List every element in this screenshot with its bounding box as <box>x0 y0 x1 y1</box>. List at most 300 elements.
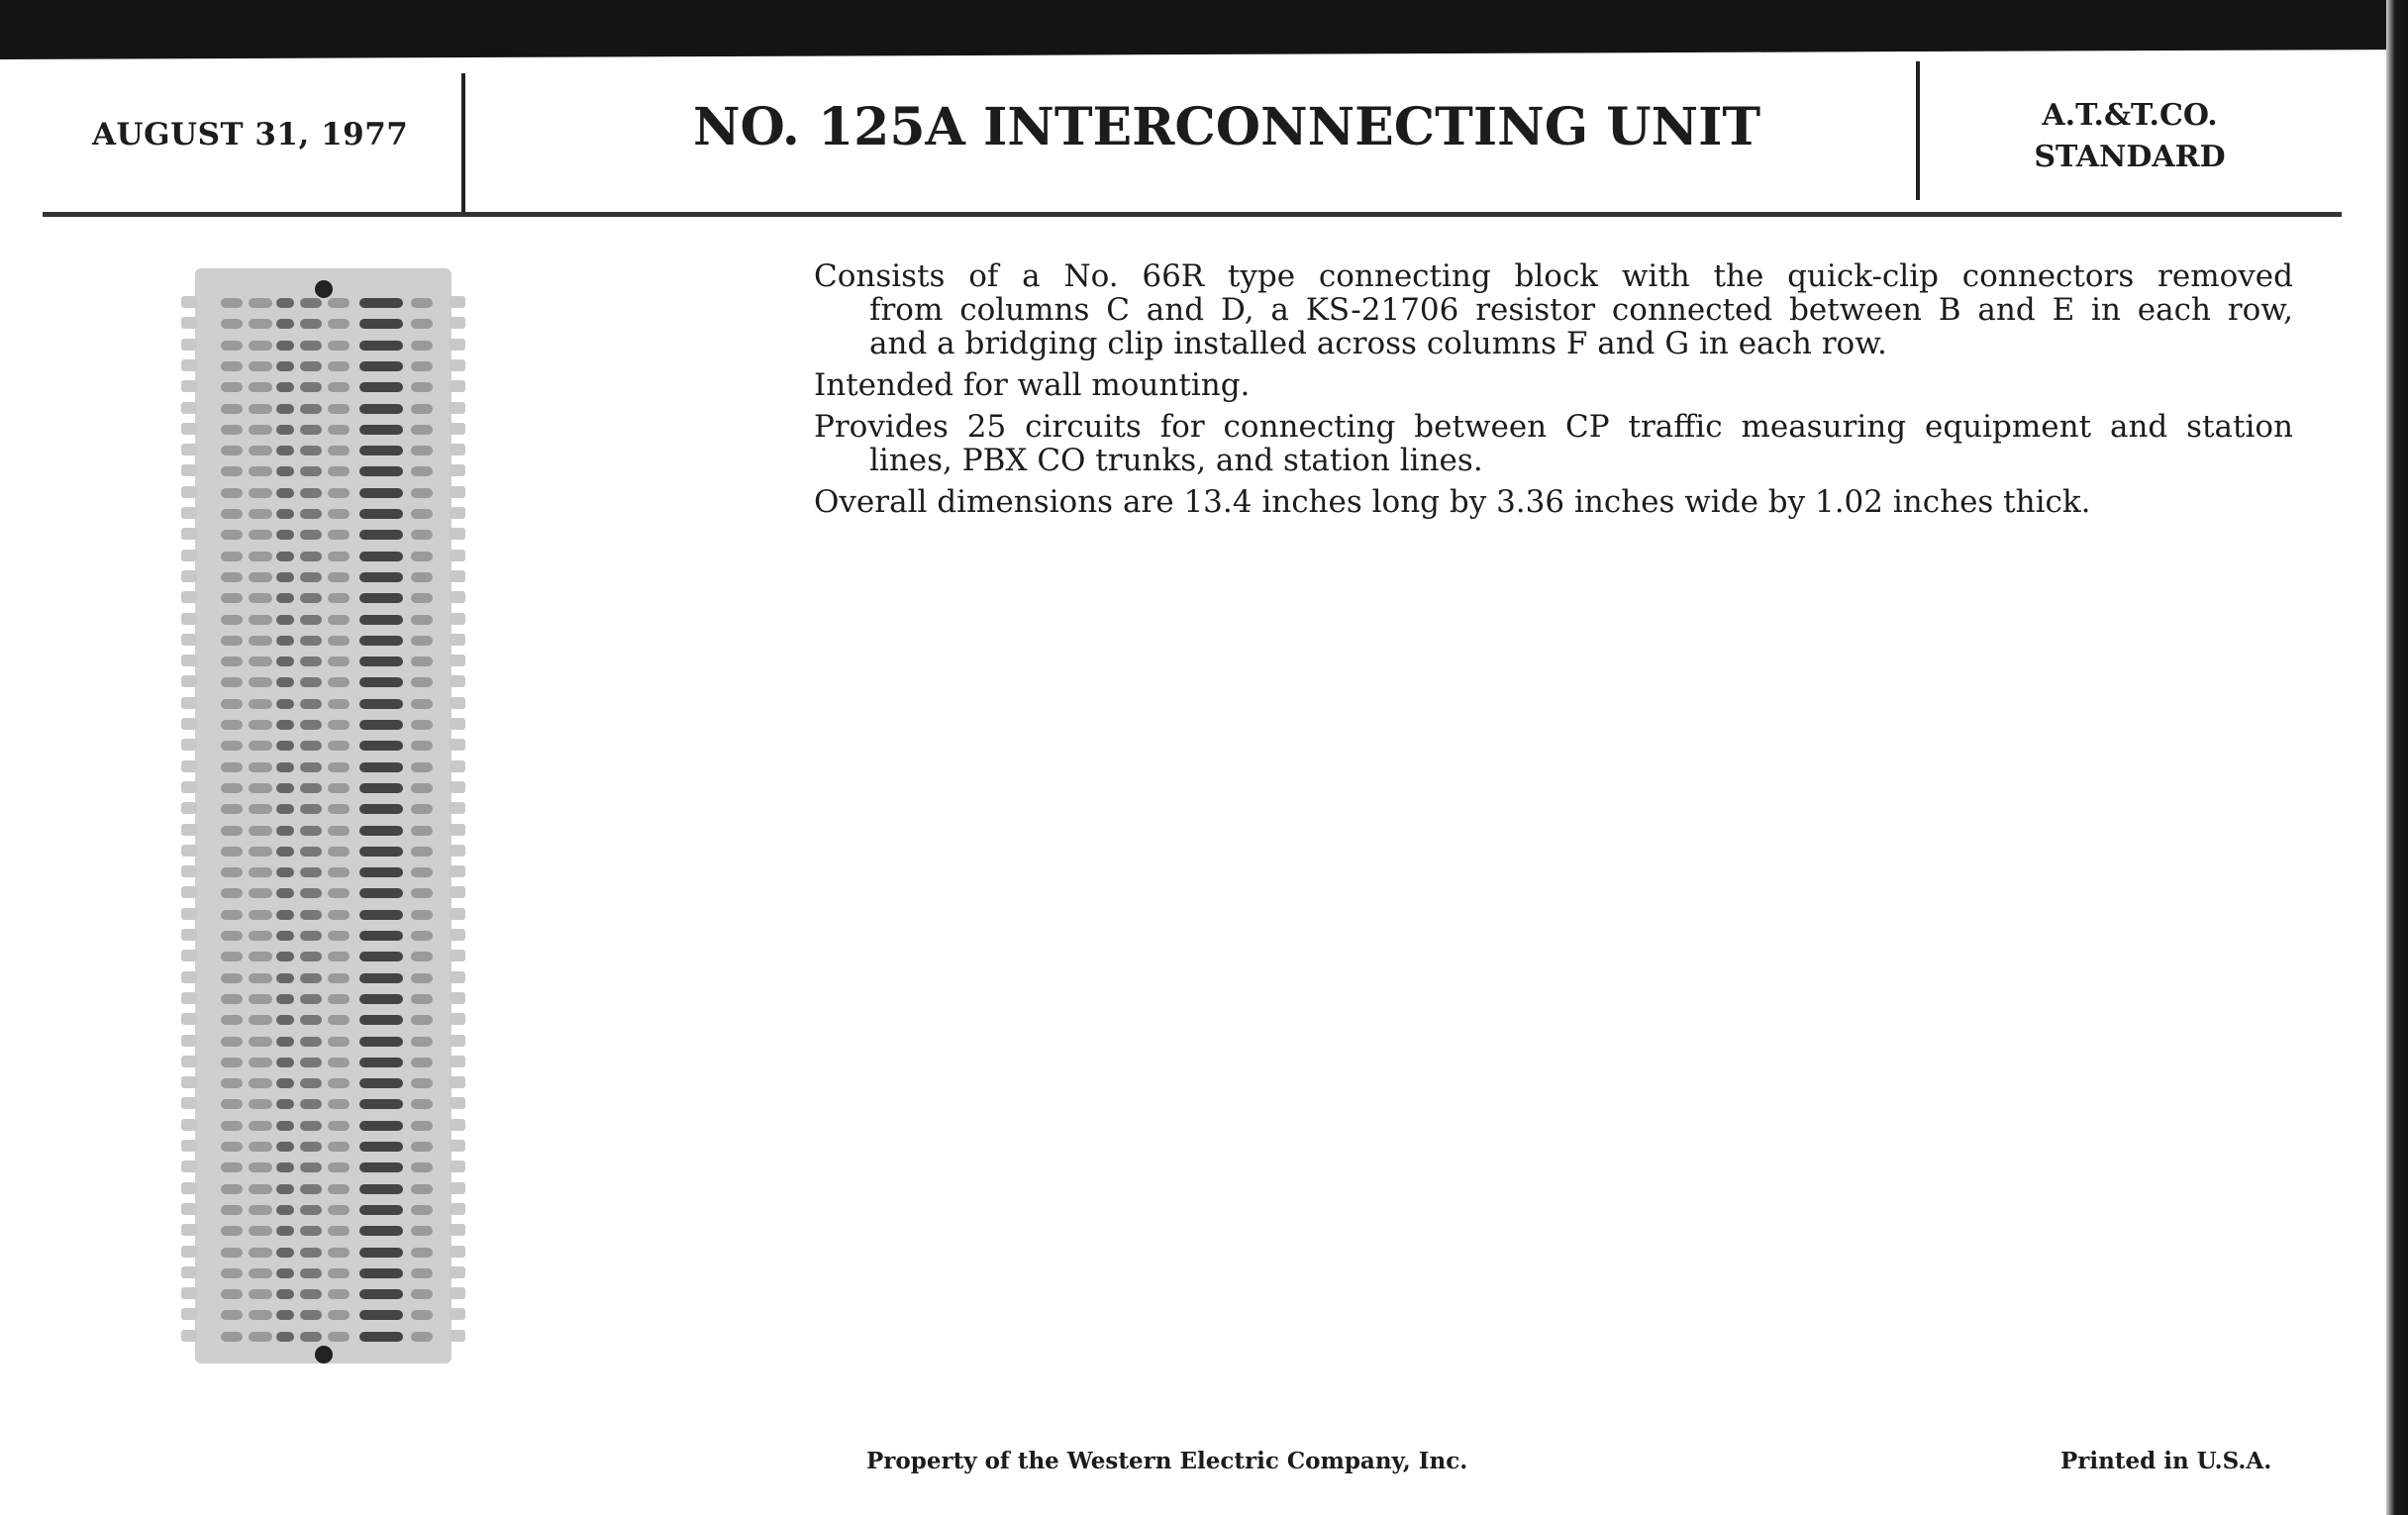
clip-segment <box>328 509 350 519</box>
clip-segment <box>411 1121 433 1131</box>
block-tooth <box>450 1140 465 1152</box>
clip-segment <box>221 319 243 329</box>
clip-segment <box>249 741 272 751</box>
header-rule <box>43 212 2342 217</box>
clip-segment <box>411 1310 433 1320</box>
clip-segment <box>328 741 350 751</box>
clip-segment <box>411 488 433 498</box>
clip-segment <box>249 382 272 392</box>
clip-segment <box>411 636 433 646</box>
clip-segment <box>249 1226 272 1236</box>
clip-segment <box>221 509 243 519</box>
standard-line-2: STANDARD <box>2034 140 2226 174</box>
clip-segment <box>359 1121 403 1131</box>
description-line: Consists of a No. 66R type connecting block with the quick-clip connectors removed <box>814 258 2293 294</box>
block-tooth <box>450 760 465 772</box>
clip-segment <box>221 1184 243 1194</box>
clip-segment <box>249 530 272 540</box>
clip-segment <box>276 699 294 709</box>
clip-segment <box>300 1142 322 1152</box>
clip-segment <box>249 847 272 857</box>
clip-segment <box>249 615 272 625</box>
clip-segment <box>328 762 350 772</box>
block-tooth <box>450 570 465 582</box>
block-tooth <box>450 1056 465 1067</box>
clip-segment <box>411 994 433 1004</box>
block-tooth <box>450 739 465 751</box>
block-tooth <box>450 1097 465 1109</box>
clip-segment <box>249 1142 272 1152</box>
block-tooth <box>450 971 465 983</box>
clip-segment <box>359 1162 403 1172</box>
clip-segment <box>276 298 294 308</box>
clip-segment <box>249 826 272 836</box>
block-tooth <box>181 824 197 836</box>
clip-segment <box>359 1142 403 1152</box>
clip-segment <box>359 931 403 941</box>
clip-segment <box>249 319 272 329</box>
block-tooth <box>181 655 197 666</box>
block-tooth <box>450 697 465 709</box>
clip-segment <box>276 1162 294 1172</box>
block-tooth <box>181 865 197 877</box>
description-text <box>814 259 2293 527</box>
clip-segment <box>359 994 403 1004</box>
clip-segment <box>411 826 433 836</box>
clip-segment <box>359 615 403 625</box>
clip-segment <box>276 446 294 455</box>
clip-segment <box>276 341 294 351</box>
clip-segment <box>300 1058 322 1067</box>
clip-segment <box>221 973 243 983</box>
clip-segment <box>276 1078 294 1088</box>
clip-segment <box>328 910 350 920</box>
clip-segment <box>221 446 243 455</box>
clip-segment <box>411 867 433 877</box>
clip-segment <box>276 804 294 814</box>
block-tooth <box>450 655 465 666</box>
clip-segment <box>249 1289 272 1299</box>
clip-segment <box>328 1289 350 1299</box>
clip-segment <box>328 1015 350 1025</box>
clip-segment <box>411 1184 433 1194</box>
clip-segment <box>328 1310 350 1320</box>
block-tooth <box>181 950 197 961</box>
clip-segment <box>300 1289 322 1299</box>
clip-segment <box>411 1205 433 1215</box>
clip-segment <box>328 382 350 392</box>
clip-segment <box>249 677 272 687</box>
scan-border-right <box>2386 0 2408 1515</box>
block-tooth <box>450 1203 465 1215</box>
block-tooth <box>181 697 197 709</box>
clip-segment <box>411 720 433 730</box>
clip-segment <box>249 1121 272 1131</box>
block-tooth <box>181 739 197 751</box>
connecting-block-photo <box>181 268 465 1364</box>
block-tooth <box>450 1246 465 1258</box>
clip-segment <box>328 615 350 625</box>
clip-segment <box>221 298 243 308</box>
clip-segment <box>359 552 403 561</box>
clip-segment <box>359 867 403 877</box>
clip-segment <box>411 1142 433 1152</box>
clip-segment <box>276 1332 294 1342</box>
clip-segment <box>300 404 322 414</box>
description-line: lines, PBX CO trunks, and station lines. <box>869 443 1483 478</box>
clip-segment <box>328 593 350 603</box>
block-tooth <box>450 781 465 793</box>
description-paragraph <box>814 259 2293 360</box>
clip-segment <box>359 1205 403 1215</box>
block-tooth <box>450 1076 465 1088</box>
clip-segment <box>221 530 243 540</box>
clip-segment <box>249 1099 272 1109</box>
description-line: Intended for wall mounting. <box>814 367 1251 403</box>
clip-segment <box>328 1037 350 1047</box>
clip-segment <box>359 425 403 435</box>
clip-segment <box>221 1099 243 1109</box>
clip-segment <box>300 1205 322 1215</box>
block-tooth <box>450 359 465 371</box>
clip-segment <box>328 656 350 666</box>
clip-segment <box>249 1058 272 1067</box>
clip-segment <box>411 361 433 371</box>
clip-segment <box>221 615 243 625</box>
clip-segment <box>359 1226 403 1236</box>
clip-segment <box>221 593 243 603</box>
clip-segment <box>249 656 272 666</box>
clip-segment <box>359 1078 403 1088</box>
clip-segment <box>300 509 322 519</box>
clip-segment <box>328 1332 350 1342</box>
clip-segment <box>221 1078 243 1088</box>
clip-segment <box>359 973 403 983</box>
clip-segment <box>411 572 433 582</box>
clip-segment <box>411 1078 433 1088</box>
clip-segment <box>359 1332 403 1342</box>
clip-segment <box>221 826 243 836</box>
block-tooth <box>181 1140 197 1152</box>
clip-segment <box>300 361 322 371</box>
clip-segment <box>359 1037 403 1047</box>
clip-segment <box>300 1099 322 1109</box>
block-tooth <box>450 402 465 414</box>
clip-segment <box>249 593 272 603</box>
clip-segment <box>276 1099 294 1109</box>
block-tooth <box>181 570 197 582</box>
clip-segment <box>276 552 294 561</box>
clip-segment <box>328 1226 350 1236</box>
clip-segment <box>221 994 243 1004</box>
clip-segment <box>221 910 243 920</box>
clip-segment <box>221 656 243 666</box>
block-tooth <box>181 507 197 519</box>
block-tooth <box>450 317 465 329</box>
clip-segment <box>328 699 350 709</box>
clip-segment <box>221 1015 243 1025</box>
block-tooth <box>450 613 465 625</box>
clip-segment <box>328 720 350 730</box>
clip-segment <box>276 572 294 582</box>
clip-segment <box>328 677 350 687</box>
clip-segment <box>276 1121 294 1131</box>
clip-segment <box>221 341 243 351</box>
block-tooth <box>181 486 197 498</box>
clip-segment <box>411 1332 433 1342</box>
clip-segment <box>276 741 294 751</box>
clip-segment <box>359 466 403 476</box>
clip-segment <box>221 699 243 709</box>
clip-segment <box>300 382 322 392</box>
clip-segment <box>276 952 294 961</box>
block-tooth <box>181 1266 197 1278</box>
header-divider-left <box>461 73 465 214</box>
clip-segment <box>276 1268 294 1278</box>
clip-segment <box>221 1121 243 1131</box>
clip-segment <box>221 552 243 561</box>
clip-segment <box>328 1205 350 1215</box>
clip-segment <box>221 867 243 877</box>
clip-segment <box>276 1142 294 1152</box>
clip-segment <box>359 298 403 308</box>
clip-segment <box>221 888 243 898</box>
clip-segment <box>359 361 403 371</box>
clip-segment <box>276 1226 294 1236</box>
clip-segment <box>328 1058 350 1067</box>
clip-segment <box>328 1268 350 1278</box>
clip-segment <box>276 615 294 625</box>
clip-segment <box>249 931 272 941</box>
clip-segment <box>276 1248 294 1258</box>
block-tooth <box>181 908 197 920</box>
clip-segment <box>221 1058 243 1067</box>
clip-segment <box>276 1037 294 1047</box>
block-tooth <box>450 824 465 836</box>
clip-segment <box>359 530 403 540</box>
block-tooth <box>450 718 465 730</box>
clip-segment <box>411 615 433 625</box>
clip-segment <box>276 677 294 687</box>
clip-segment <box>276 1184 294 1194</box>
clip-segment <box>411 341 433 351</box>
clip-segment <box>300 593 322 603</box>
clip-segment <box>359 509 403 519</box>
block-tooth <box>450 1182 465 1194</box>
footer-property: Property of the Western Electric Company, Inc. <box>866 1448 1468 1474</box>
clip-segment <box>221 572 243 582</box>
clip-segment <box>411 1099 433 1109</box>
clip-segment <box>300 699 322 709</box>
clip-segment <box>300 1310 322 1320</box>
description-paragraph <box>814 485 2293 519</box>
clip-segment <box>249 1268 272 1278</box>
clip-segment <box>328 888 350 898</box>
clip-segment <box>411 466 433 476</box>
block-tooth <box>450 296 465 308</box>
block-tooth <box>181 1161 197 1172</box>
clip-segment <box>300 1332 322 1342</box>
clip-segment <box>276 488 294 498</box>
clip-segment <box>249 1078 272 1088</box>
clip-segment <box>300 741 322 751</box>
block-tooth <box>181 380 197 392</box>
clip-segment <box>221 488 243 498</box>
clip-segment <box>249 466 272 476</box>
clip-segment <box>221 425 243 435</box>
clip-segment <box>300 931 322 941</box>
clip-segment <box>249 572 272 582</box>
description-line: and a bridging clip installed across columns F and G in each row. <box>869 326 1887 361</box>
clip-segment <box>300 319 322 329</box>
clip-segment <box>359 1058 403 1067</box>
block-tooth <box>450 845 465 857</box>
block-tooth <box>181 464 197 476</box>
block-tooth <box>450 507 465 519</box>
clip-segment <box>300 1162 322 1172</box>
clip-segment <box>328 867 350 877</box>
description-line: Overall dimensions are 13.4 inches long by 3.36 inches wide by 1.02 inches thick. <box>814 484 2091 520</box>
clip-segment <box>359 1099 403 1109</box>
clip-segment <box>249 341 272 351</box>
block-tooth <box>181 634 197 646</box>
block-tooth <box>450 423 465 435</box>
clip-segment <box>359 404 403 414</box>
block-tooth <box>450 802 465 814</box>
clip-segment <box>276 994 294 1004</box>
block-tooth <box>450 550 465 561</box>
clip-segment <box>276 509 294 519</box>
clip-segment <box>411 931 433 941</box>
block-tooth <box>450 886 465 898</box>
block-tooth <box>450 1161 465 1172</box>
clip-segment <box>300 530 322 540</box>
clip-segment <box>328 1121 350 1131</box>
block-tooth <box>450 591 465 603</box>
block-tooth <box>181 317 197 329</box>
clip-segment <box>221 361 243 371</box>
block-tooth <box>450 1308 465 1320</box>
clip-segment <box>300 973 322 983</box>
clip-segment <box>411 677 433 687</box>
clip-segment <box>328 952 350 961</box>
clip-segment <box>359 1289 403 1299</box>
clip-segment <box>300 615 322 625</box>
mounting-hole-icon <box>315 1346 333 1364</box>
block-tooth <box>450 486 465 498</box>
clip-segment <box>411 1289 433 1299</box>
clip-segment <box>249 1332 272 1342</box>
clip-segment <box>276 593 294 603</box>
clip-segment <box>249 298 272 308</box>
clip-segment <box>276 319 294 329</box>
clip-segment <box>221 1248 243 1258</box>
clip-segment <box>221 677 243 687</box>
clip-segment <box>359 847 403 857</box>
clip-segment <box>300 572 322 582</box>
block-tooth <box>181 992 197 1004</box>
block-tooth <box>181 444 197 455</box>
clip-segment <box>411 804 433 814</box>
standard-line-1: A.T.&T.CO. <box>2042 98 2218 133</box>
description-paragraph <box>814 368 2293 402</box>
mounting-hole-icon <box>315 280 333 298</box>
clip-segment <box>411 888 433 898</box>
block-tooth <box>181 1308 197 1320</box>
clip-segment <box>249 762 272 772</box>
clip-segment <box>411 552 433 561</box>
clip-segment <box>249 1205 272 1215</box>
clip-segment <box>221 931 243 941</box>
clip-segment <box>300 762 322 772</box>
clip-segment <box>300 425 322 435</box>
clip-segment <box>359 720 403 730</box>
clip-segment <box>221 952 243 961</box>
block-tooth <box>181 296 197 308</box>
clip-segment <box>328 466 350 476</box>
clip-segment <box>276 826 294 836</box>
clip-segment <box>300 1037 322 1047</box>
block-tooth <box>450 1013 465 1025</box>
clip-segment <box>359 804 403 814</box>
block-tooth <box>181 339 197 351</box>
clip-segment <box>300 1268 322 1278</box>
clip-segment <box>411 762 433 772</box>
clip-segment <box>300 888 322 898</box>
issue-date: AUGUST 31, 1977 <box>92 117 409 152</box>
clip-segment <box>221 1226 243 1236</box>
clip-segment <box>249 488 272 498</box>
clip-segment <box>276 888 294 898</box>
block-tooth <box>181 528 197 540</box>
clip-segment <box>300 656 322 666</box>
clip-segment <box>411 446 433 455</box>
block-tooth <box>450 950 465 961</box>
standard-label <box>1970 95 2289 178</box>
clip-segment <box>411 425 433 435</box>
clip-segment <box>300 1184 322 1194</box>
clip-segment <box>411 1226 433 1236</box>
clip-segment <box>221 783 243 793</box>
clip-segment <box>359 952 403 961</box>
clip-segment <box>359 826 403 836</box>
document-title: NO. 125A INTERCONNECTING UNIT <box>693 97 1761 157</box>
block-tooth <box>181 402 197 414</box>
block-tooth <box>450 444 465 455</box>
block-tooth <box>181 1330 197 1342</box>
clip-segment <box>276 404 294 414</box>
clip-segment <box>359 319 403 329</box>
clip-segment <box>359 636 403 646</box>
clip-segment <box>249 783 272 793</box>
block-tooth <box>450 380 465 392</box>
clip-segment <box>276 1205 294 1215</box>
clip-segment <box>328 1248 350 1258</box>
clip-segment <box>411 699 433 709</box>
clip-segment <box>328 341 350 351</box>
clip-segment <box>276 1310 294 1320</box>
clip-segment <box>300 1121 322 1131</box>
clip-segment <box>328 994 350 1004</box>
block-tooth <box>450 865 465 877</box>
clip-segment <box>276 656 294 666</box>
block-tooth <box>181 781 197 793</box>
clip-segment <box>300 994 322 1004</box>
block-tooth <box>181 886 197 898</box>
clip-segment <box>221 382 243 392</box>
clip-segment <box>276 931 294 941</box>
clip-segment <box>328 1142 350 1152</box>
